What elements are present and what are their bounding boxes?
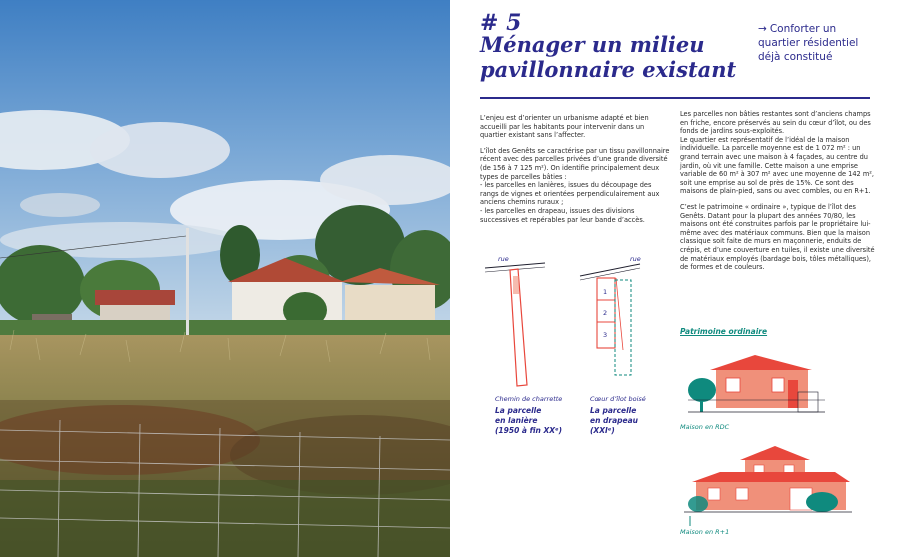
- aside-note: [758, 22, 878, 64]
- paragraph: L’enjeu est d’orienter un urbanisme adapté et bien accueilli par les habitants pour intervenir dans un quartier existant sans l’affecter.: [480, 114, 649, 140]
- flag-title-line: (XXIᵉ): [590, 426, 615, 435]
- street-label-right: rue: [630, 255, 641, 263]
- strip-title: [495, 406, 562, 436]
- strip-title-line: (1950 à fin XXᵉ): [495, 426, 563, 435]
- plot-number: 2: [603, 309, 608, 317]
- parcel-drawing: [485, 250, 675, 390]
- flag-title-line: en drapeau: [590, 416, 639, 425]
- section-number: # 5: [480, 10, 522, 36]
- page-title: Ménager un milieu pavillonnaire existant: [480, 32, 737, 82]
- flag-title-line: La parcelle: [590, 406, 637, 415]
- title-divider: [480, 97, 870, 99]
- arrow-right-icon: →: [758, 23, 767, 35]
- heritage-title: Patrimoine ordinaire: [680, 327, 768, 336]
- aside-text: Conforter un quartier résidentiel déjà constitué: [758, 23, 859, 63]
- house-r1-caption: Maison en R+1: [680, 528, 730, 536]
- paragraph: L’îlot des Genêts se caractérise par un tissu pavillonnaire récent avec des parcelles privées d’une grande diversité (de 156 à 7 125 m²). On identifie principalement deux types de parcelles bâties : - les parcelles en lanières, issues du découpage des rangs de vignes et orientées perpendiculairement aux anciens chemins ruraux ; - les parcelles en drapeau, issues des divisions successives et repérables par leur bande d’accès.: [480, 146, 670, 224]
- house-rdc-caption: Maison en RDC: [680, 423, 730, 431]
- strip-title-line: en lanière: [495, 416, 538, 425]
- text-column-right: [680, 110, 876, 279]
- house-rdc-illustration: [680, 350, 830, 420]
- text-page: [450, 0, 900, 557]
- paragraph: C’est le patrimoine « ordinaire », typique de l’îlot des Genêts. Datant pour la plupart des années 70/80, les maisons ont été construites parfois par le propriétaire lui-même avec des matériaux communs. Bien que la maison classique soit faite de murs en maçonnerie, enduits de crépis, et d’une couverture en tuiles, il existe une diversité de matériaux employés (bardage bois, tôles métalliques), de formes et de couleurs.: [680, 202, 875, 272]
- flag-title: [590, 406, 638, 436]
- house-r1-illustration: [680, 442, 855, 527]
- strip-caption: Chemin de charrette: [495, 395, 563, 403]
- text-column-left: [480, 114, 672, 231]
- plot-number: 3: [603, 331, 608, 339]
- street-label-left: rue: [498, 255, 509, 263]
- strip-title-line: La parcelle: [495, 406, 542, 415]
- paragraph: Les parcelles non bâties restantes sont d’anciens champs en friche, encore préservés au sein du cœur d’îlot, ou des fonds de jardins sous-exploités. Le quartier est représentatif de l’idéal de la maison individuelle. La parcelle moyenne est de 1 072 m² : un grand terrain avec une maison à 4 façades, au centre du jardin, où vit une famille. Cette maison a une emprise variable de 60 m² à 307 m² avec une moyenne de 142 m², soit une emprise au sol de près de 15%. Ce sont des maisons de plain-pied, sans ou avec combles, ou en R+1.: [680, 110, 875, 196]
- plot-number: 1: [603, 288, 608, 296]
- flag-caption: Cœur d’îlot boisé: [590, 395, 646, 403]
